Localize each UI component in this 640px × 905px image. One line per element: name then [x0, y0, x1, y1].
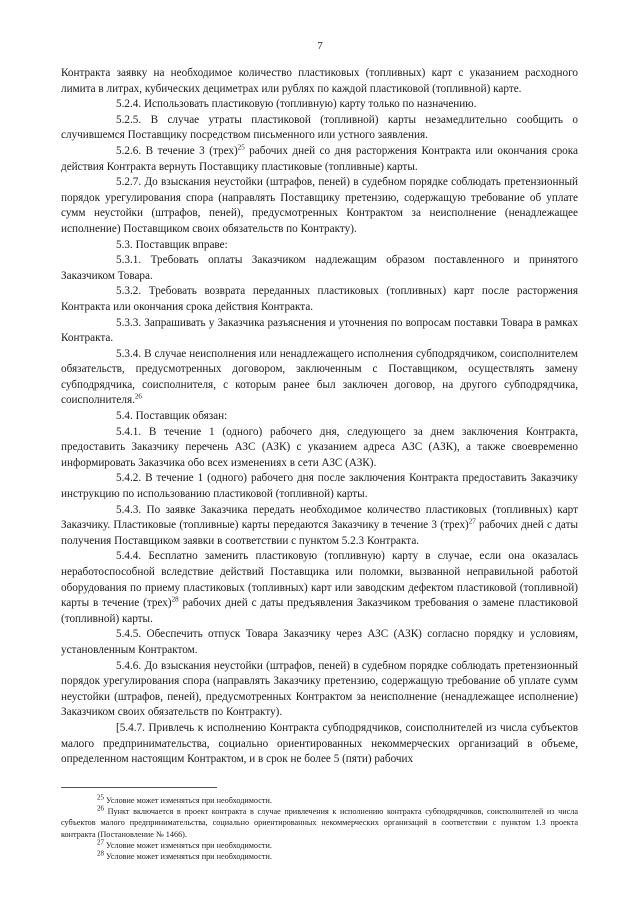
footnote: $^{26}$ Пункт включается в проект контракта в случае привлечения к исполнению контракта субподрядчиков, соисполнителей из числа субъектов малого предпринимательства, социально ориентированных некоммерческих организаций в соответствии с пунктом 1.3 проекта контракта (Постановление № 1466). — [61, 804, 578, 839]
footnote-divider — [61, 787, 217, 788]
paragraph: 5.2.4. Использовать пластиковую (топливную) карту только по назначению. — [116, 98, 477, 111]
page-number: 7 — [317, 40, 323, 52]
paragraph: 5.3.3. Запрашивать у Заказчика разъяснения и уточнения по вопросам поставки Товара в рамках Контракта. — [61, 316, 578, 345]
paragraph: 5.4.3. По заявке Заказчика передать необходимое количество пластиковых (топливных) карт Заказчику. Пластиковые (топливные) карты передаются Заказчику в течение 3 (трех)$^{27}$ рабочих дней с даты получения Поставщиком заявки в соответствии с пунктом 5.2.3 Контракта. — [61, 503, 578, 547]
footnote-ref: 26 — [134, 392, 142, 401]
footnote: $^{28}$ Условие может изменяться при необходимости. — [97, 849, 272, 862]
paragraph: 5.4.6. До взыскания неустойки (штрафов, пеней) в судебном порядке соблюдать претензионный порядок урегулирования спора (направлять Заказчику претензию, содержащую требование об уплате сумм неустойки (штрафов, пеней), предусмотренных Контрактом за неисполнение (ненадлежащее исполнение) Заказчиком своих обязательств по Контракту). — [61, 659, 578, 719]
section-heading: 5.4. Поставщик обязан: — [116, 410, 228, 423]
paragraph: 5.4.4. Бесплатно заменить пластиковую (топливную) карту в случае, если она оказалась неработоспособной вследствие действий Поставщика или поломки, вызванной неправильной работой оборудования по приему пластиковых (топливных) карт или заводским дефектом пластиковой (топливной) карты в течение (трех)$^{28}$ рабочих дней с даты предъявления Заказчиком требования о замене пластиковой (топливной) карты. — [61, 550, 578, 625]
paragraph: [5.4.7. Привлечь к исполнению Контракта субподрядчиков, соисполнителей из числа субъектов малого предпринимательства, социально ориентированных некоммерческих организаций в объеме, определенном настоящим Контрактом, и в срок не более 5 (пяти) рабочих — [61, 721, 578, 766]
paragraph: 5.3.2. Требовать возврата переданных пластиковых (топливных) карт после расторжения Контракта или окончания срока действия Контракта. — [61, 285, 578, 313]
paragraph: 5.4.1. В течение 1 (одного) рабочего дня, следующего за днем заключения Контракта, предоставить Заказчику перечень АЗС (АЗК) с указанием адреса АЗС (АЗК), а также своевременно информировать Заказчика обо всех изменениях в сети АЗС (АЗК). — [61, 425, 578, 469]
footnote-ref: 25 — [237, 143, 245, 152]
footnote: $^{27}$ Условие может изменяться при необходимости. — [97, 838, 272, 850]
footnote-ref: 28 — [171, 595, 179, 604]
paragraph: 5.3.1. Требовать оплаты Заказчиком надлежащим образом поставленного и принятого Заказчиком Товара. — [61, 254, 578, 282]
section-heading: 5.3. Поставщик вправе: — [116, 238, 228, 251]
paragraph: 5.2.6. В течение 3 (трех)$^{25}$ рабочих дней со дня расторжения Контракта или окончания срока действия Контракта вернуть Поставщику пластиковые (топливные) карты. — [61, 143, 578, 173]
footnote: $^{25}$ Условие может изменяться при необходимости. — [97, 793, 272, 805]
paragraph: 5.2.5. В случае утраты пластиковой (топливной) карты незамедлительно сообщить о случившемся Поставщику посредством письменного или устного заявления. — [61, 113, 578, 142]
paragraph: 5.4.5. Обеспечить отпуск Товара Заказчику через АЗС (АЗК) согласно порядку и условиям, установленным Контрактом. — [61, 628, 578, 656]
footnote-ref: 27 — [468, 517, 476, 526]
paragraph: 5.3.4. В случае неисполнения или ненадлежащего исполнения субподрядчиком, соисполнителем обязательств, предусмотренных договором, заключенным с Поставщиком, осуществлять замену субподрядчика, соисполнителя, с которым ранее был заключен договор, на другого субподрядчика, соисполнителя.$^{26}$ — [61, 347, 578, 407]
footnotes — [61, 795, 578, 862]
paragraph: Контракта заявку на необходимое количество пластиковых (топливных) карт с указанием расходного лимита в литрах, кубических дециметрах или рублях по каждой пластиковой (топливной) карте. — [61, 67, 578, 95]
document-body — [61, 66, 578, 768]
paragraph: 5.2.7. До взыскания неустойки (штрафов, пеней) в судебном порядке соблюдать претензионный порядок урегулирования спора (направлять Поставщику претензию, содержащую требование об уплате сумм неустойки (штрафов, пеней), предусмотренных Контрактом за неисполнение (ненадлежащее исполнение) Поставщиком своих обязательств по Контракту). — [61, 176, 578, 235]
paragraph: 5.4.2. В течение 1 (одного) рабочего дня после заключения Контракта предоставить Заказчику инструкцию по использованию пластиковой (топливной) карты. — [61, 472, 578, 501]
